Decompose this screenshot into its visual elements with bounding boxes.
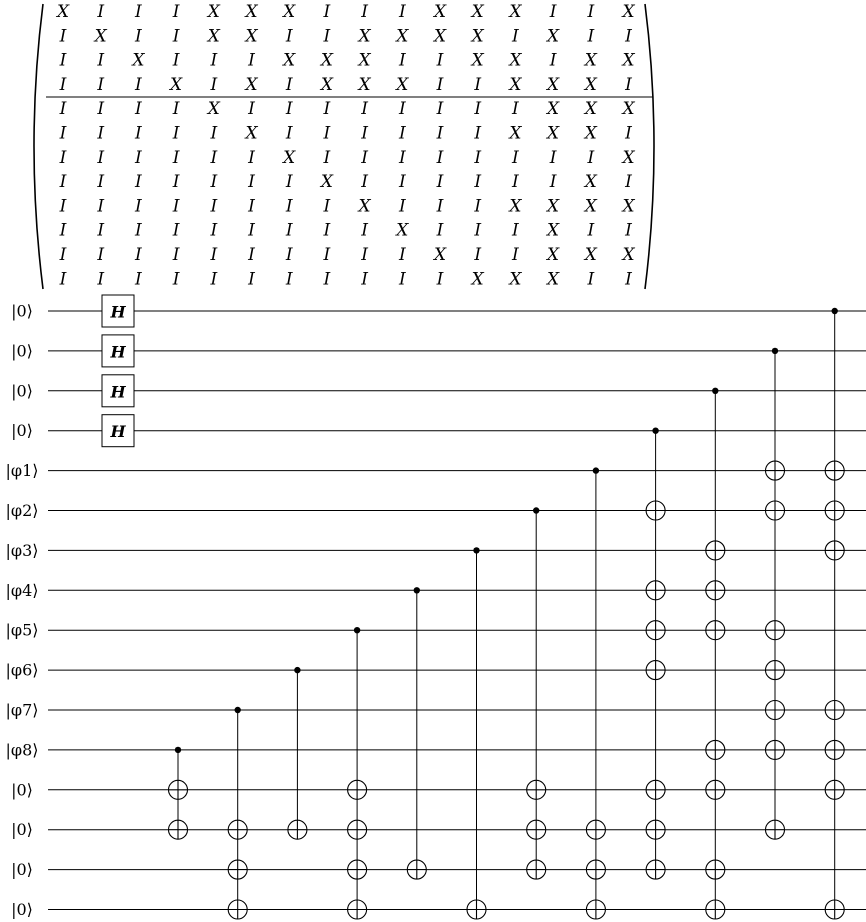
matrix-cell: I [135,99,142,120]
target-oplus [527,780,546,799]
target-oplus [766,661,785,680]
matrix-cell: I [97,50,105,71]
matrix-cell: I [59,147,67,168]
matrix-cell: I [323,245,331,265]
matrix-cell: I [323,99,331,120]
control-dot [593,467,599,473]
matrix-cell: I [512,147,519,168]
matrix-cell: I [323,196,331,217]
target-oplus [825,501,844,520]
matrix-cell: I [474,245,482,265]
matrix-cell: X [509,74,522,95]
matrix-cell: I [172,220,180,241]
control-dot [294,667,300,673]
matrix-cell: I [398,123,406,144]
cnot-gate [288,667,307,839]
matrix-cell: I [248,196,255,217]
matrix-cell: X [207,2,220,22]
matrix-cell: I [97,74,105,95]
matrix-cell: X [584,50,597,71]
target-oplus [766,501,785,520]
right-parenthesis [645,4,654,289]
qubit-label: |φ5⟩ [5,620,39,640]
matrix-cell: I [625,26,632,47]
matrix-cell: I [285,269,293,290]
cnot-gate [825,308,844,919]
matrix-cell: I [135,74,142,95]
cnot-gate [169,747,188,840]
matrix-cell: X [433,245,447,265]
matrix-cell: X [132,50,145,71]
matrix-cell: X [245,123,258,144]
matrix-cell: I [512,99,519,120]
matrix-cell: X [283,2,296,22]
target-oplus [706,541,725,560]
matrix-cell: I [59,123,67,144]
matrix-cell: X [547,245,560,265]
target-oplus [586,900,605,919]
cnot-gate [228,707,247,919]
matrix-cell: I [436,220,444,241]
matrix-cell: X [245,26,258,47]
matrix-cell: I [436,196,444,217]
matrix-cell: I [361,99,368,120]
target-oplus [706,581,725,600]
matrix-cell: I [135,172,142,193]
control-dot [772,348,778,354]
qubit-label: |φ4⟩ [5,580,39,600]
matrix-cell: I [587,269,595,290]
matrix-cell: I [172,26,180,47]
qubit-label: |0⟩ [11,860,33,880]
control-dot [414,587,420,593]
matrix-cell: I [398,2,406,22]
matrix-cell: X [471,269,484,290]
cnot-gate [467,547,486,919]
qubit-label: |φ7⟩ [5,700,39,720]
matrix-cell: I [436,74,444,95]
matrix-cell: I [248,245,255,265]
matrix-cell: I [398,172,406,193]
matrix-cell: X [584,99,597,120]
matrix-cell: X [584,196,597,217]
qubit-label: |φ8⟩ [5,740,39,760]
qubit-label: |φ6⟩ [5,660,39,680]
matrix-cell: I [97,196,105,217]
matrix-cell: I [474,74,482,95]
hadamard-label: H [110,302,126,322]
matrix-cell: I [549,50,557,71]
hadamard-gate [102,295,134,327]
matrix-cell: I [59,26,67,47]
matrix-cell: I [285,196,293,217]
matrix-cell: I [210,220,218,241]
target-oplus [228,860,247,879]
matrix-cell: I [59,172,67,193]
matrix-cell: I [172,147,180,168]
matrix-cell: I [625,123,632,144]
matrix-cell: X [547,269,560,290]
target-oplus [646,780,665,799]
matrix-cell: X [207,99,220,120]
target-oplus [527,820,546,839]
matrix-cell: X [433,2,447,22]
cnot-gate [348,627,367,919]
matrix-cell: X [320,50,333,71]
target-oplus [706,621,725,640]
matrix-cell: I [248,147,255,168]
hadamard-label: H [110,422,126,442]
hadamard-label: H [110,342,126,362]
matrix-cell: I [323,26,331,47]
matrix-cell: I [172,99,180,120]
matrix-cell: I [361,172,368,193]
matrix-cell: X [547,123,560,144]
cnot-gate [407,587,426,879]
hadamard-gate [102,375,134,407]
matrix-cell: X [433,26,447,47]
matrix-cell: I [361,220,368,241]
qubit-label: |0⟩ [11,341,33,361]
control-dot [652,428,658,434]
matrix-cell: I [172,245,180,265]
matrix-cell: I [361,245,368,265]
matrix-cell: I [59,245,67,265]
matrix-cell: I [172,196,180,217]
qubit-label: |0⟩ [11,780,33,800]
matrix-cell: X [509,50,522,71]
target-oplus [228,820,247,839]
matrix-cell: I [285,26,293,47]
matrix-cell: I [135,196,142,217]
matrix-cell: I [436,269,444,290]
matrix-cell: I [210,196,218,217]
matrix-cell: X [547,74,560,95]
matrix-cell: X [547,220,560,241]
qubit-label: |φ3⟩ [5,540,39,560]
matrix-cell: X [509,196,522,217]
matrix-cell: I [323,147,331,168]
quantum-circuit [5,295,866,919]
hadamard-gate [102,335,134,367]
matrix-cell: I [474,172,482,193]
matrix-cell: I [172,172,180,193]
target-oplus [766,461,785,480]
control-dot [235,707,241,713]
matrix-cell: X [622,99,635,120]
qubit-label: |0⟩ [11,900,33,919]
matrix-cell: X [358,196,371,217]
matrix-cell: I [59,74,67,95]
matrix-cell: I [549,147,557,168]
target-oplus [407,860,426,879]
matrix-cell: I [474,147,482,168]
matrix-cell: I [512,26,519,47]
qubit-label: |φ1⟩ [5,461,39,481]
matrix-cell: I [436,50,444,71]
matrix-cell: X [320,172,333,193]
matrix-cell: I [361,2,368,22]
target-oplus [706,780,725,799]
target-oplus [348,820,367,839]
qubit-label: |0⟩ [11,421,33,441]
matrix-cell: I [248,269,255,290]
matrix-cell: I [436,123,444,144]
matrix-cell: I [512,172,519,193]
matrix-cell: I [59,269,67,290]
matrix-cell: X [622,245,635,265]
matrix-cell: I [135,220,142,241]
matrix-cell: I [323,269,331,290]
matrix-cell: I [285,220,293,241]
target-oplus [706,740,725,759]
matrix-cell: X [547,26,560,47]
matrix-cell: I [135,147,142,168]
target-oplus [288,820,307,839]
matrix-cell: I [97,220,105,241]
cnot-gate [706,388,725,919]
matrix-cell: X [396,220,409,241]
matrix-cell: I [398,147,406,168]
control-dot [175,747,181,753]
matrix-cell: X [622,50,635,71]
matrix-cell: I [97,147,105,168]
cnot-gate [646,428,665,880]
matrix-cell: I [625,269,632,290]
matrix-cell: I [323,2,331,22]
matrix-cell: I [172,2,180,22]
target-oplus [825,461,844,480]
matrix-cell: I [398,245,406,265]
cnot-gate [527,507,546,879]
target-oplus [706,860,725,879]
matrix-cell: X [471,2,484,22]
matrix-cell: X [584,172,597,193]
matrix-cell: X [584,245,597,265]
matrix-cell: I [97,123,105,144]
matrix-cell: X [245,74,258,95]
matrix-cell: I [549,2,557,22]
matrix-cell: I [361,123,368,144]
target-oplus [825,780,844,799]
matrix-cell: X [283,147,296,168]
matrix-cell: I [248,220,255,241]
matrix-cell: I [210,50,218,71]
matrix-cell: I [59,196,67,217]
matrix-cell: I [549,172,557,193]
hadamard-gate [102,415,134,447]
matrix-cell: I [436,172,444,193]
matrix-cell: I [285,172,293,193]
matrix-cell: I [398,269,406,290]
target-oplus [228,900,247,919]
matrix-cell: I [172,123,180,144]
matrix-cell: X [245,2,258,22]
matrix-cell: X [547,99,560,120]
matrix-cell: I [323,123,331,144]
matrix-cell: X [320,74,333,95]
matrix-cell: I [587,2,595,22]
target-oplus [766,740,785,759]
matrix-cell: X [358,50,371,71]
matrix-cell: I [172,50,180,71]
matrix-cell: I [97,245,105,265]
matrix-cell: I [210,147,218,168]
matrix-cell: I [285,99,293,120]
target-oplus [646,820,665,839]
cnot-gate [586,467,605,919]
matrix-cell: X [622,147,635,168]
target-oplus [766,820,785,839]
matrix-cell: X [358,26,371,47]
matrix-cell: X [56,2,70,22]
matrix-cell: I [59,220,67,241]
matrix-cell: I [474,123,482,144]
target-oplus [825,900,844,919]
matrix-cell: I [248,50,255,71]
matrix-cell: X [547,196,560,217]
stabilizer-matrix [34,2,654,289]
qubit-label: |φ2⟩ [5,501,39,520]
matrix-cell: I [323,220,331,241]
matrix-cell: I [135,269,142,290]
control-dot [533,507,539,513]
matrix-cell: I [625,74,632,95]
control-dot [473,547,479,553]
qubit-label: |0⟩ [11,381,33,401]
matrix-cell: I [248,99,255,120]
matrix-cell: I [97,269,105,290]
matrix-cell: I [587,147,595,168]
matrix-cell: I [512,220,519,241]
matrix-cell: X [622,2,635,22]
matrix-cell: I [285,123,293,144]
control-dot [832,308,838,314]
matrix-cell: X [358,74,371,95]
matrix-cell: I [587,220,595,241]
matrix-cell: I [97,2,105,22]
matrix-cell: I [512,245,519,265]
left-parenthesis [34,4,43,289]
target-oplus [646,501,665,520]
matrix-cell: I [248,172,255,193]
matrix-cell: I [474,220,482,241]
matrix-cell: I [135,26,142,47]
matrix-cell: X [283,50,296,71]
matrix-cell: I [135,245,142,265]
target-oplus [467,900,486,919]
cnot-gate [766,348,785,840]
matrix-cell: X [471,50,484,71]
matrix-cell: I [474,99,482,120]
control-dot [354,627,360,633]
matrix-cell: I [210,74,218,95]
target-oplus [348,900,367,919]
matrix-cell: I [135,2,142,22]
matrix-cell: X [207,26,220,47]
target-oplus [825,541,844,560]
matrix-cell: I [361,269,368,290]
matrix-cell: X [471,26,484,47]
matrix-cell: X [509,269,522,290]
matrix-cell: X [584,74,597,95]
target-oplus [586,820,605,839]
target-oplus [646,860,665,879]
matrix-cell: I [398,50,406,71]
matrix-cell: I [625,172,632,193]
matrix-cell: I [285,245,293,265]
matrix-cell: I [135,123,142,144]
matrix-cell: I [398,196,406,217]
control-dot [712,388,718,394]
target-oplus [586,860,605,879]
matrix-cell: I [59,99,67,120]
matrix-cell: I [474,196,482,217]
target-oplus [825,701,844,720]
matrix-cell: I [587,26,595,47]
target-oplus [766,621,785,640]
target-oplus [646,661,665,680]
target-oplus [646,581,665,600]
matrix-cell: I [97,172,105,193]
matrix-cell: I [172,269,180,290]
target-oplus [348,860,367,879]
matrix-cell: I [361,147,368,168]
matrix-cell: X [509,123,522,144]
target-oplus [169,820,188,839]
matrix-cell: X [396,26,409,47]
target-oplus [527,860,546,879]
target-oplus [825,740,844,759]
matrix-cell: X [509,2,522,22]
qubit-label: |0⟩ [11,820,33,840]
target-oplus [706,900,725,919]
matrix-cell: I [398,99,406,120]
matrix-cell: I [59,50,67,71]
matrix-cell: X [170,74,183,95]
qubit-label: |0⟩ [11,301,33,321]
matrix-cell: X [94,26,107,47]
target-oplus [766,701,785,720]
matrix-cell: X [622,196,635,217]
target-oplus [348,780,367,799]
matrix-cell: X [396,74,409,95]
target-oplus [169,780,188,799]
matrix-cell: I [210,245,218,265]
matrix-cell: I [436,99,444,120]
matrix-cell: I [210,172,218,193]
target-oplus [646,621,665,640]
matrix-cell: I [210,123,218,144]
matrix-cell: I [625,220,632,241]
matrix-cell: I [436,147,444,168]
matrix-cell: I [285,74,293,95]
matrix-cell: X [584,123,597,144]
matrix-cell: I [97,99,105,120]
matrix-cell: I [210,269,218,290]
hadamard-label: H [110,382,126,402]
